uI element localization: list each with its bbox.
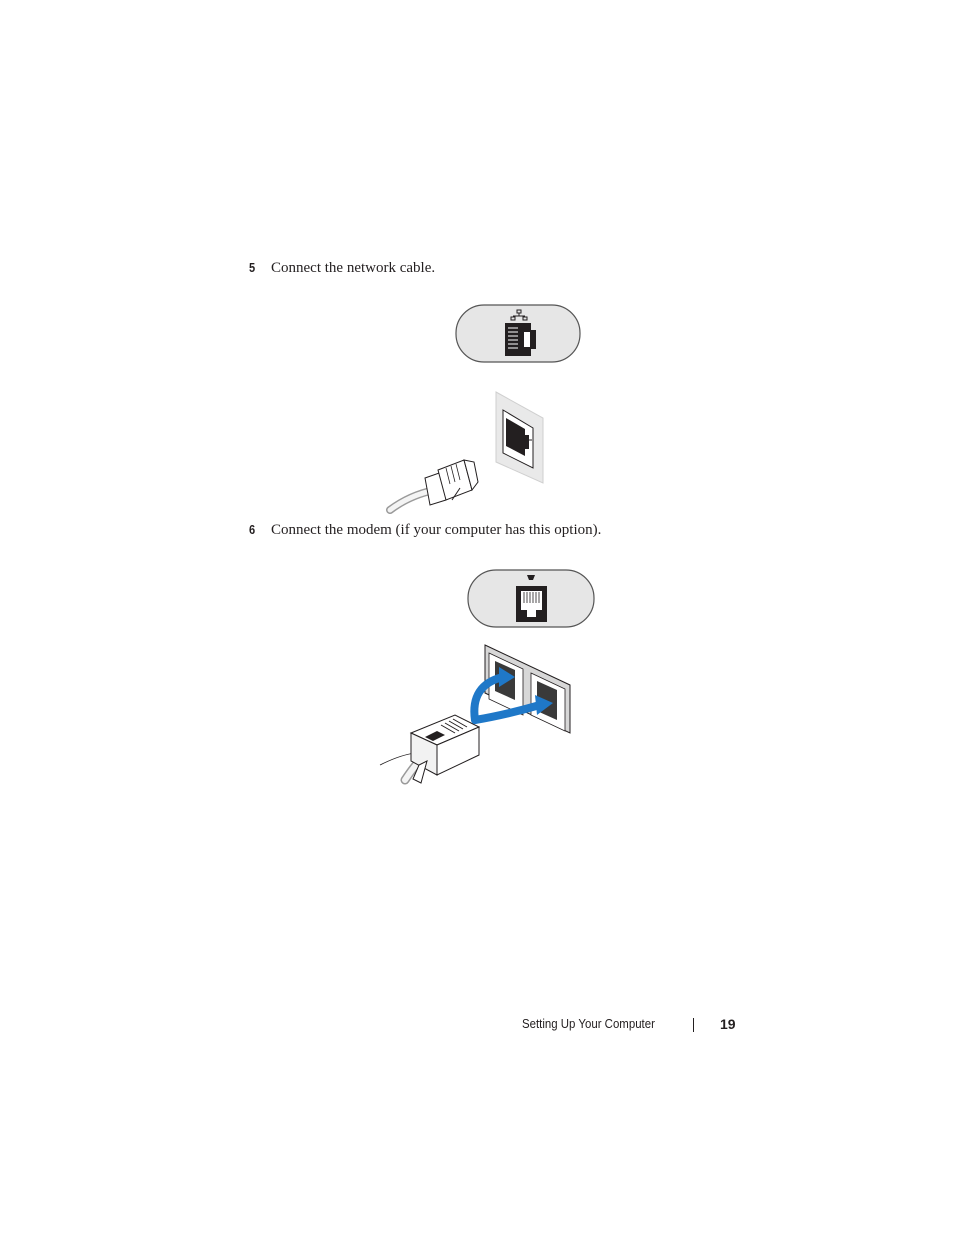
network-port-icon [456, 305, 580, 362]
wall-network-jack-icon [496, 392, 543, 483]
modem-port-icon [468, 570, 594, 627]
step-text: Connect the modem (if your computer has this option). [271, 522, 602, 538]
wall-phone-jack-icon [485, 645, 570, 733]
step-5 [249, 258, 435, 278]
page-number: 19 [720, 1016, 736, 1032]
network-cable-illustration [380, 300, 600, 515]
step-number: 6 [249, 522, 256, 537]
modem-cable-illustration [375, 565, 605, 790]
step-text: Connect the network cable. [271, 260, 436, 276]
footer-divider [693, 1018, 694, 1032]
telephone-cable-icon [380, 715, 479, 783]
step-6 [249, 520, 601, 540]
page-footer [522, 1014, 736, 1034]
network-cable-icon [390, 460, 478, 510]
step-number: 5 [249, 260, 256, 275]
section-title: Setting Up Your Computer [522, 1016, 655, 1031]
